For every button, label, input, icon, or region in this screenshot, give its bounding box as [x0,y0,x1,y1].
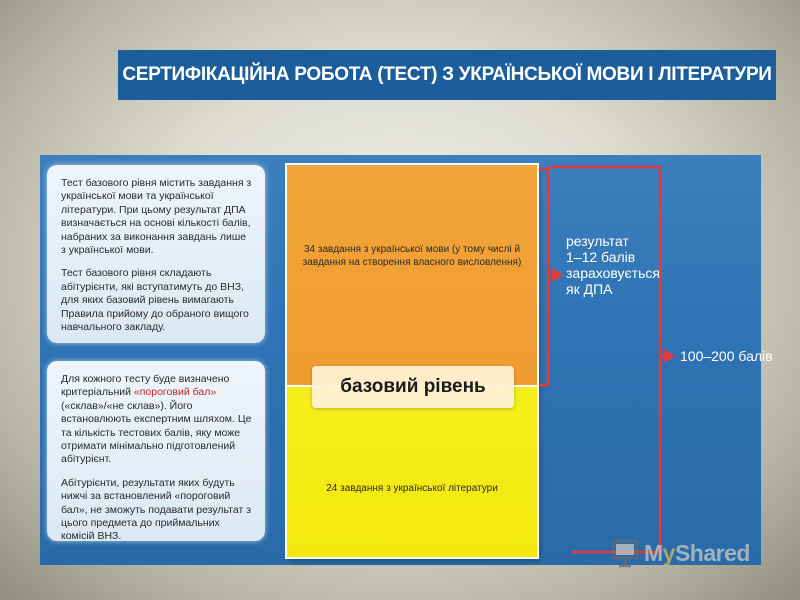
literature-tasks-text: 24 завдання з української літератури [326,483,498,494]
result-line: 1–12 балів [566,249,636,265]
watermark-text [644,540,750,567]
info-text: Для кожного тесту буде визначено критеріальний [61,373,230,399]
main-panel [40,155,773,565]
brackets-diagram [40,155,761,565]
result-line: зараховується [566,265,660,281]
language-tasks-text: 34 завдання з української мови (у тому числі й завдання на створення власного висловлення) [302,244,522,268]
watermark-text-part: Shared [674,539,750,566]
language-bracket [539,169,548,385]
result-line: результат [566,233,629,249]
watermark-text-part: M [644,539,663,566]
title-banner [118,50,776,100]
threshold-highlight: «пороговий бал» [133,386,217,399]
score-range-text: 100–200 балів [680,348,773,364]
basic-level-label: базовий рівень [312,366,514,408]
info-text: («склав»/«не склав»). Його встановлюють експертним шляхом. Це та кількість тестових балів, яку може отримати мінімально підготовлений абітурієнт. [61,399,252,466]
range-arrow-icon [664,349,675,363]
info-paragraph: Тест базового рівня містить завдання з української мови та української літератури. При цьому результат ДПА визначається на основі кількості балів, набраних за виконання завдань лише з української мови. [61,177,252,257]
watermark-text-part: y [662,539,675,566]
info-paragraph: Абітурієнти, результати яких будуть нижчі за встановлений «пороговий бал», не зможуть подавати результат з цього предмета до приймальних комісій ВНЗ. [61,476,252,543]
dpa-result-text [566,233,660,297]
total-bracket [550,167,660,552]
myshared-watermark [610,538,750,568]
result-arrow-icon [552,268,563,282]
info-paragraph: Тест базового рівня складають абітурієнти, які вступатимуть до ВНЗ, для яких базовий рівень вимагають Правила прийому до обраного вищого навчального закладу. [61,267,249,334]
result-line: як ДПА [566,281,613,297]
page-title: СЕРТИФІКАЦІЙНА РОБОТА (ТЕСТ) З УКРАЇНСЬКОЇ МОВИ І ЛІТЕРАТУРИ [122,64,772,85]
presentation-board-icon [610,538,640,568]
